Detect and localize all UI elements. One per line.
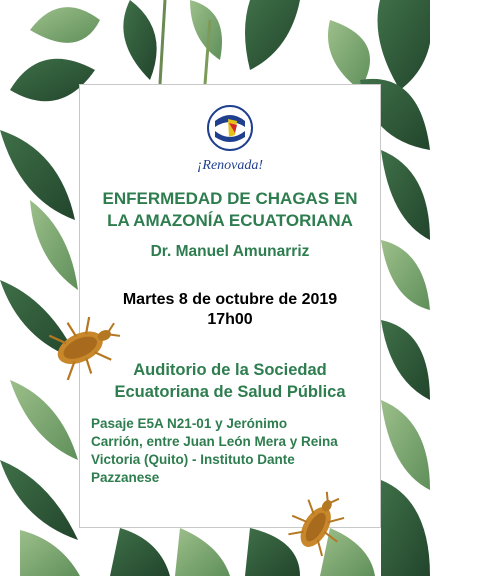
venue-line2: Ecuatoriana de Salud Pública bbox=[114, 383, 346, 401]
event-title-line2: LA AMAZONÍA ECUATORIANA bbox=[107, 211, 353, 230]
speaker-name: Dr. Manuel Amunarriz bbox=[150, 243, 310, 260]
leaf bbox=[378, 0, 433, 90]
venue-line1: Auditorio de la Sociedad bbox=[133, 361, 327, 379]
event-time: 17h00 bbox=[207, 311, 253, 328]
leaf bbox=[245, 0, 300, 70]
leaf bbox=[381, 150, 430, 240]
leaf bbox=[10, 380, 78, 460]
leaf bbox=[110, 528, 170, 576]
leaf bbox=[30, 7, 100, 43]
event-date: Martes 8 de octubre de 2019 bbox=[122, 291, 338, 308]
kissing-bug-icon bbox=[278, 490, 350, 562]
leaf bbox=[381, 320, 430, 400]
leaf bbox=[190, 0, 222, 60]
leaf bbox=[123, 0, 156, 80]
leaf bbox=[381, 240, 430, 310]
logo-tagline: ¡Renovada! bbox=[196, 158, 264, 173]
event-address bbox=[91, 415, 381, 487]
address-line3: Victoria (Quito) - Instituto Dante bbox=[91, 452, 295, 467]
society-logo bbox=[185, 101, 275, 177]
leaf bbox=[381, 400, 430, 490]
leaf bbox=[175, 528, 230, 576]
kissing-bug-icon bbox=[38, 310, 120, 380]
event-venue bbox=[80, 359, 380, 403]
leaf bbox=[381, 480, 430, 576]
leaf bbox=[0, 460, 78, 540]
address-line4: Pazzanese bbox=[91, 470, 160, 485]
event-title-line1: ENFERMEDAD DE CHAGAS EN bbox=[102, 189, 358, 208]
event-datetime bbox=[80, 290, 380, 330]
address-line2: Carrión, entre Juan León Mera y Reina bbox=[91, 434, 338, 449]
address-line1: Pasaje E5A N21-01 y Jerónimo bbox=[91, 416, 288, 431]
